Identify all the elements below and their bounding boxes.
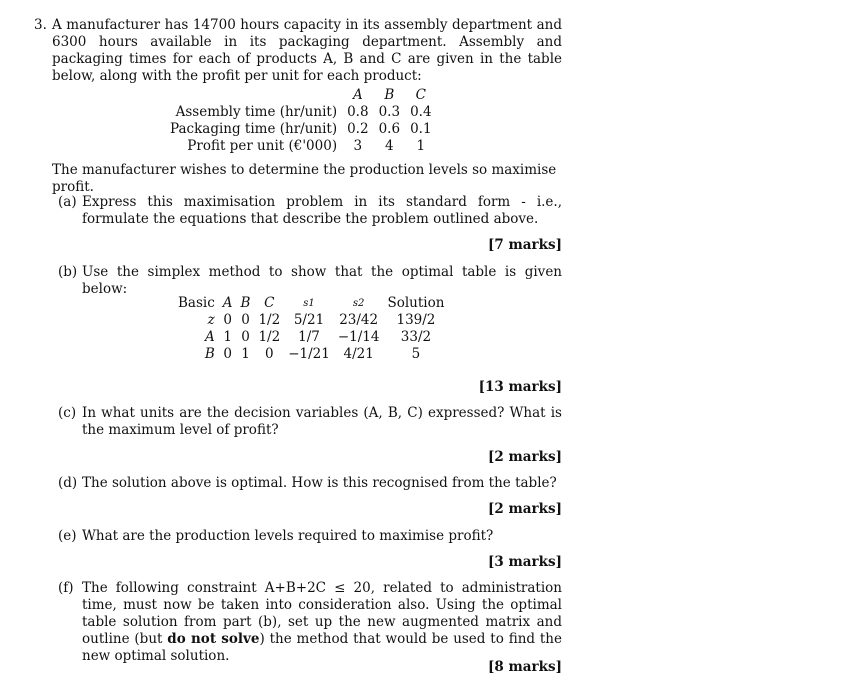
header-b: B [240,295,251,311]
part-a-text: Express this maximisation problem in its standard form - i.e., formulate the equations that describe the problem outlined above. [82,194,562,227]
part-d-text: The solution above is optimal. How is this recognised from the table? [82,475,557,491]
cell: 23/42 [339,312,379,328]
question-intro: A manufacturer has 14700 hours capacity in its assembly department and 6300 hours available in its packaging department. Assembly and packaging times for each of products A, B and C are given in the table below, along with the profit per unit for each product: [52,17,562,84]
cell: 0.1 [410,121,432,137]
header-s1: s1 [303,298,315,309]
part-b-label: (b) [58,264,78,280]
table-row [170,104,432,121]
cell: 3 [353,138,363,154]
row-label: Packaging time (hr/unit) [170,121,338,137]
part-b-marks: [13 marks] [478,379,562,395]
table-row [178,346,444,363]
part-c-text: In what units are the decision variables (A, B, C) expressed? What is the maximum level of profit? [82,405,562,438]
cell: 1 [416,138,426,154]
cell: 0.6 [378,121,401,137]
part-d-label: (d) [58,475,78,491]
header-b: B [384,87,395,103]
part-d-marks: [2 marks] [488,501,562,517]
header-s2: s2 [352,298,365,309]
header-a: A [222,295,233,311]
question-number: 3. [34,17,47,33]
part-e-text: What are the production levels required to maximise profit? [82,528,494,544]
part-a-label: (a) [58,194,77,210]
cell: 5 [411,346,421,362]
part-e-label: (e) [58,528,77,544]
part-b-text: Use the simplex method to show that the optimal table is given below: [82,264,562,297]
cell: z [207,312,215,328]
cell: 0 [265,346,274,362]
part-c-marks: [2 marks] [488,449,562,465]
cell: 0 [241,329,250,345]
part-a [58,194,562,228]
table-row [178,329,444,346]
cell: 0.2 [347,121,369,137]
header-basic: Basic [178,295,215,311]
part-f-text [82,580,562,665]
data-table-header [170,87,432,104]
cell: 1/7 [298,329,320,345]
cell: 4/21 [343,346,374,362]
part-f-marks: [8 marks] [488,659,562,675]
cell: A [205,329,215,345]
part-f-text-before: The following constraint A+B+2C ≤ 20, related to administration time, must now be taken into consideration also. Using the optimal table solution from part (b), set up the new augmented matrix and outline (but [82,580,562,647]
simplex-table [178,295,444,363]
cell: 0 [223,346,232,362]
header-a: A [352,87,363,103]
row-label: Profit per unit (€'000) [187,138,338,154]
part-e [58,528,562,545]
header-c: C [415,87,426,103]
cell: 4 [385,138,394,154]
problem-statement: The manufacturer wishes to determine the production levels so maximise profit. [52,162,557,195]
table-row [178,312,444,329]
table-row [170,121,432,138]
cell: 0.3 [378,104,401,120]
cell: 0 [223,312,232,328]
cell: 1 [241,346,250,362]
cell: 33/2 [400,329,432,345]
data-table [170,87,432,155]
part-b [58,264,562,298]
cell: 5/21 [293,312,325,328]
cell: 1/2 [258,329,281,345]
part-c-label: (c) [58,405,77,421]
part-d [58,475,562,492]
cell: B [204,346,215,362]
row-label: Assembly time (hr/unit) [175,104,338,120]
cell: 1 [223,329,232,345]
part-f-bold: do not solve [167,631,260,647]
cell: 1/2 [258,312,281,328]
cell: 0.8 [347,104,369,120]
part-a-marks: [7 marks] [488,237,562,253]
header-c: C [264,295,275,311]
cell: 0.4 [410,104,432,120]
part-f [58,580,562,665]
cell: −1/14 [337,329,380,345]
table-row [170,138,432,155]
header-solution: Solution [387,295,445,311]
simplex-header [178,295,444,312]
part-e-marks: [3 marks] [488,554,562,570]
cell: 0 [241,312,250,328]
cell: −1/21 [288,346,330,362]
part-f-label: (f) [58,580,74,596]
cell: 139/2 [396,312,436,328]
part-c [58,405,562,439]
part-f-text-after: ) the method that would be used to find the new optimal solution. [82,631,562,664]
